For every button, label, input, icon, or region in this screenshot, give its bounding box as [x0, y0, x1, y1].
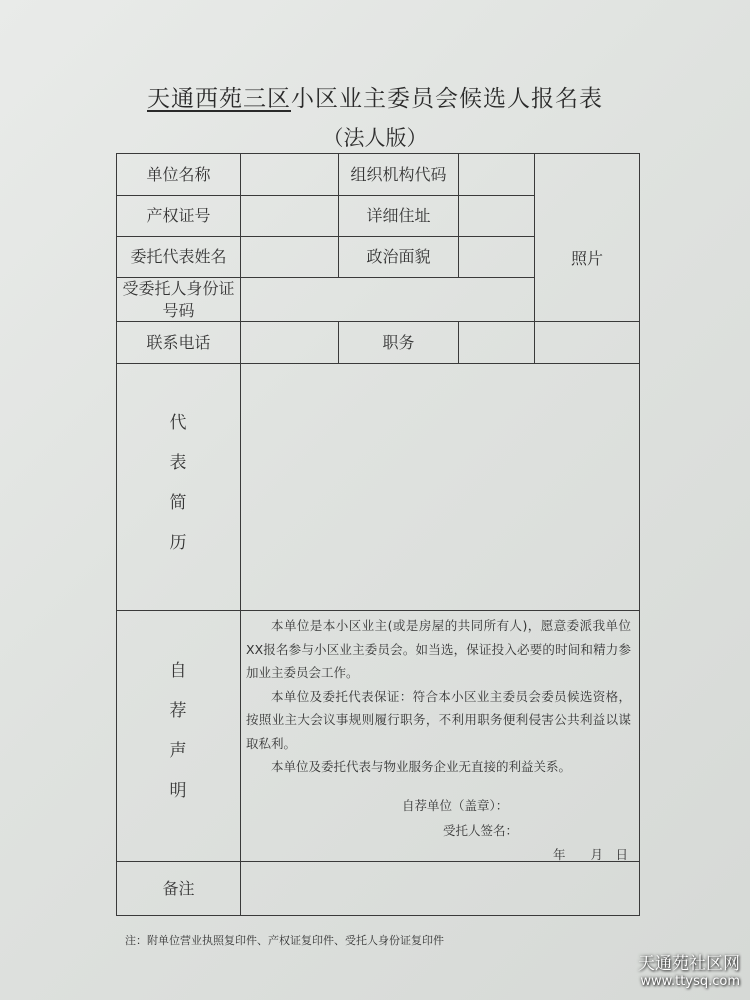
title-rest: 小区业主委员会候选人报名表 — [291, 86, 603, 112]
unit-name-field[interactable] — [241, 154, 338, 195]
declaration-text — [246, 614, 631, 779]
label-declaration-char: 声 — [169, 741, 187, 761]
form-subtitle: （法人版） — [322, 126, 428, 150]
label-phone: 联系电话 — [146, 332, 211, 352]
label-org-code: 组织机构代码 — [350, 164, 447, 184]
label-remarks: 备注 — [162, 878, 195, 898]
row-line — [116, 610, 640, 611]
declaration-paragraph: 本单位及委托代表保证：符合本小区业主委员会委员候选资格，按照业主大会议事规则履行职务，不利用职务便利侵害公共利益以谋取私利。 — [246, 688, 631, 751]
label-declaration-char: 明 — [169, 781, 187, 801]
label-resume-char: 历 — [169, 533, 187, 553]
label-id-number: 受委托人身份证号码 — [122, 278, 235, 320]
label-declaration-char: 荐 — [169, 701, 187, 721]
registration-table — [116, 153, 640, 916]
rep-name-field[interactable] — [241, 237, 338, 277]
sign-person-label: 受托人签名： — [443, 823, 519, 838]
org-code-field[interactable] — [459, 154, 534, 195]
label-rep-name: 委托代表姓名 — [130, 247, 227, 266]
label-political-status: 政治面貌 — [366, 247, 431, 266]
form-title — [0, 80, 750, 113]
label-resume-char: 表 — [169, 453, 187, 473]
label-photo: 照片 — [570, 248, 603, 268]
label-declaration-char: 自 — [169, 661, 187, 681]
label-position: 职务 — [382, 332, 415, 352]
remarks-field[interactable] — [241, 862, 639, 915]
label-unit-name: 单位名称 — [146, 164, 211, 184]
label-resume-char: 简 — [169, 493, 187, 513]
phone-field[interactable] — [241, 322, 338, 363]
declaration-paragraph: 本单位是本小区业主(或是房屋的共同所有人)，愿意委派我单位XX报名参与小区业主委员会。如当选，保证投入必要的时间和精力参加业主委员会工作。 — [246, 618, 631, 680]
footnote: 注：附单位营业执照复印件、产权证复印件、受托人身份证复印件 — [125, 934, 444, 947]
label-property-cert: 产权证号 — [146, 206, 211, 225]
position-field[interactable] — [459, 322, 534, 363]
label-declaration — [168, 651, 188, 811]
label-resume-char: 代 — [169, 413, 187, 433]
address-field[interactable] — [459, 196, 534, 236]
property-cert-field[interactable] — [241, 196, 338, 236]
watermark-line2: www.ttysq.com — [640, 974, 740, 989]
table-border-right — [639, 153, 640, 916]
watermark-line1: 天通苑社区网 — [638, 954, 740, 974]
title-underlined: 天通西苑三区 — [147, 86, 291, 112]
label-resume — [168, 403, 188, 563]
watermark — [638, 954, 740, 990]
resume-field[interactable] — [241, 364, 639, 610]
label-address: 详细住址 — [366, 206, 431, 225]
table-border-bottom — [116, 915, 640, 916]
sign-date-label: 年 月 日 — [553, 847, 629, 862]
sign-unit-label: 自荐单位（盖章）： — [402, 798, 509, 813]
id-number-field[interactable] — [241, 278, 534, 321]
declaration-paragraph: 本单位及委托代表与物业服务企业无直接的利益关系。 — [271, 759, 572, 774]
political-status-field[interactable] — [459, 237, 534, 277]
